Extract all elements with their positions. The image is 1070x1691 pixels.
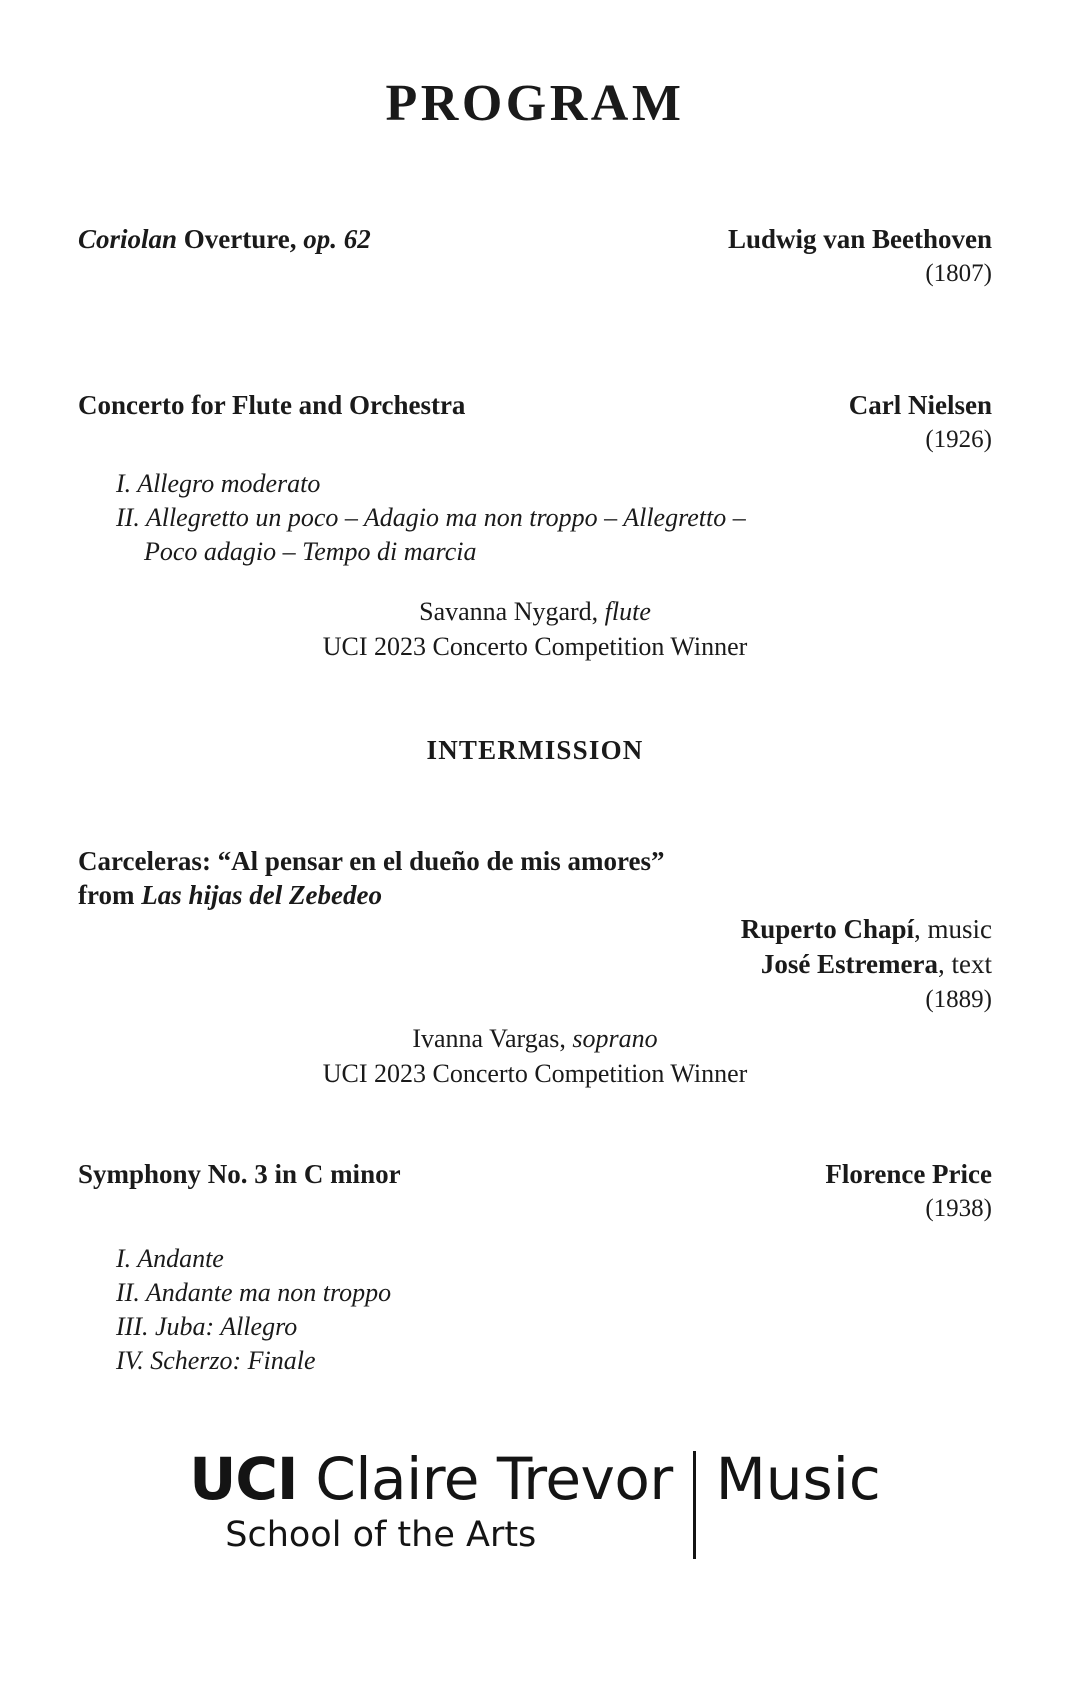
work-title: Symphony No. 3 in C minor: [78, 1159, 401, 1190]
performer-note: UCI 2023 Concerto Competition Winner: [322, 1058, 748, 1088]
movement-item: III. Juba: Allegro: [116, 1312, 298, 1342]
uci-claire-trevor-logo: [0, 1445, 1070, 1559]
movement-line-1: II. Allegretto un poco – Adagio ma non troppo – Allegretto –: [116, 502, 746, 532]
work-title-from: from: [78, 879, 142, 910]
composer-name: Ruperto Chapí: [740, 913, 914, 944]
logo-school-of-the-arts: School of the Arts: [225, 1515, 537, 1556]
logo-lockup: [189, 1445, 881, 1559]
work-header: [78, 388, 992, 458]
work-title-rest: Overture,: [177, 224, 304, 254]
performer-name: Ivanna Vargas,: [412, 1024, 566, 1054]
performer-note: UCI 2023 Concerto Competition Winner: [322, 632, 748, 662]
librettist-name: José Estremera: [760, 948, 938, 979]
movement-item: I. Andante: [116, 1243, 224, 1273]
composition-year: (1926): [925, 426, 992, 454]
work-title: Concerto for Flute and Orchestra: [78, 390, 466, 421]
work-title: [78, 222, 704, 256]
movement-item: I. Allegro moderato: [116, 468, 321, 498]
composer-name: Carl Nielsen: [848, 390, 992, 421]
composition-year: (1889): [925, 985, 992, 1013]
performer-name: Savanna Nygard,: [419, 597, 599, 627]
composition-year: (1938): [925, 1195, 992, 1223]
spacer: [78, 665, 992, 735]
work-title: [78, 844, 992, 912]
logo-divider: [693, 1451, 696, 1559]
spacer: [78, 1091, 992, 1157]
logo-claire-trevor: Claire Trevor: [297, 1445, 673, 1513]
work-title-opus: op. 62: [303, 224, 371, 254]
composer-name: Florence Price: [825, 1159, 992, 1190]
performer-line: [78, 595, 992, 630]
performer-credit: [78, 1022, 992, 1091]
work-credit: [849, 388, 992, 458]
work-beethoven: [78, 222, 992, 292]
logo-primary-line: [189, 1445, 673, 1513]
spacer: [78, 292, 992, 388]
work-title-source: Las hijas del Zebedeo: [141, 879, 382, 910]
logo-school-block: [189, 1445, 673, 1556]
logo-uci-wordmark: UCI: [189, 1445, 298, 1513]
intermission-label: INTERMISSION: [426, 734, 644, 765]
work-credit: [825, 1157, 992, 1227]
composition-year: (1807): [925, 260, 992, 288]
movement-list: [78, 467, 992, 570]
librettist-credit: [78, 947, 992, 982]
performer-line: [78, 1022, 992, 1057]
work-chapi: [78, 844, 992, 1092]
work-header: [78, 222, 992, 292]
work-header: [78, 1157, 992, 1227]
page-title: PROGRAM: [385, 75, 685, 132]
movement-item: IV. Scherzo: Finale: [116, 1346, 316, 1376]
work-title-line-1: Carceleras: “Al pensar en el dueño de mis amores”: [78, 845, 665, 876]
work-price: [78, 1157, 992, 1379]
logo-music-department: Music: [715, 1445, 881, 1513]
composer-role: , music: [914, 913, 992, 944]
work-title-line-2: [78, 878, 992, 912]
movement-list: [78, 1242, 992, 1379]
spacer: [78, 130, 992, 222]
work-credit: [78, 912, 992, 1018]
composer-music-credit: [78, 912, 992, 947]
work-nielsen: [78, 388, 992, 664]
spacer: [78, 766, 992, 844]
movement-line-2: Poco adagio – Tempo di marcia: [144, 537, 477, 567]
performer-instrument: flute: [604, 597, 651, 627]
librettist-role: , text: [938, 948, 992, 979]
movement-item: [78, 501, 992, 570]
movement-item: II. Andante ma non troppo: [116, 1277, 392, 1307]
performer-voice: soprano: [572, 1024, 658, 1054]
work-title-italic: Coriolan: [78, 224, 178, 254]
work-credit: [728, 222, 992, 292]
performer-credit: [78, 595, 992, 664]
composer-name: Ludwig van Beethoven: [727, 224, 992, 254]
